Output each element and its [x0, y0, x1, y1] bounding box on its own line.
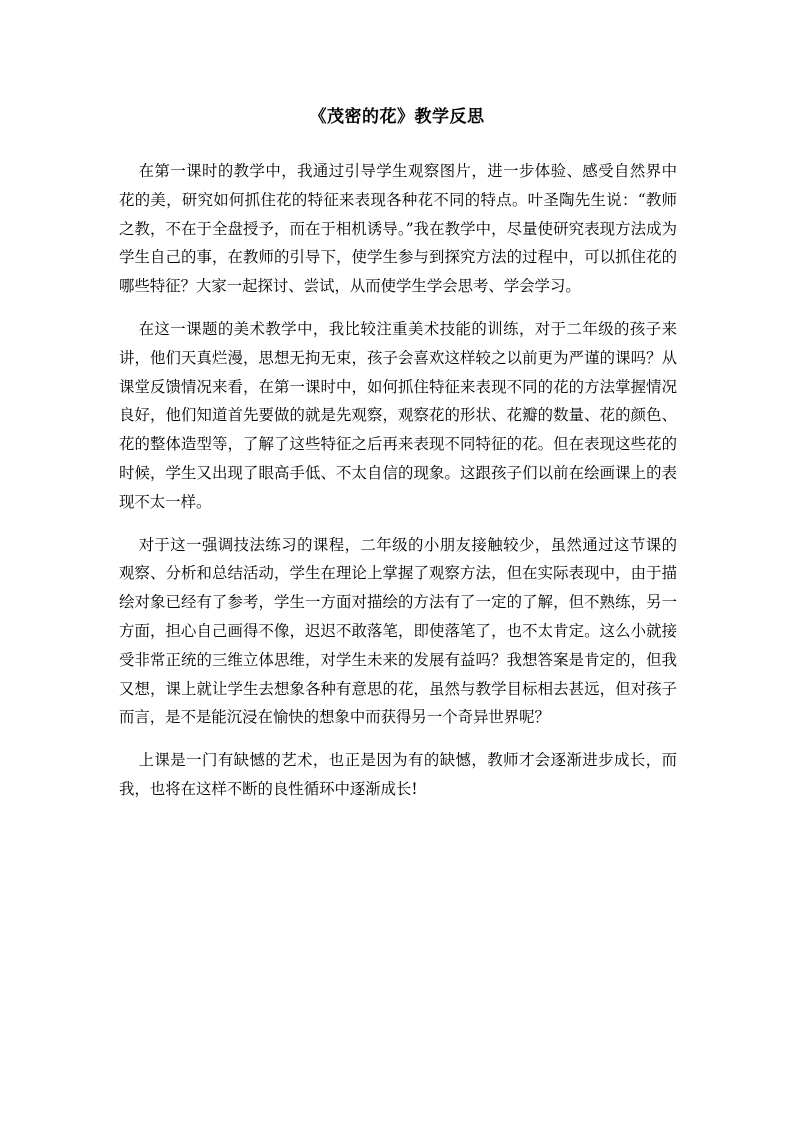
paragraph-2: 在这一课题的美术教学中，我比较注重美术技能的训练，对于二年级的孩子来讲，他们天真烂漫，思想无拘无束，孩子会喜欢这样较之以前更为严谨的课吗？从课堂反馈情况来看，在第一课时中，如何抓住特征来表现不同的花的方法掌握情况良好，他们知道首先要做的就是先观察，观察花的形状、花瓣的数量、花的颜色、花的整体造型等，了解了这些特征之后再来表现不同特征的花。但在表现这些花的时候，学生又出现了眼高手低、不太自信的现象。这跟孩子们以前在绘画课上的表现不太一样。 [119, 319, 677, 511]
document-body [119, 157, 677, 818]
paragraph-4: 上课是一门有缺憾的艺术，也正是因为有的缺憾，教师才会逐渐进步成长，而我，也将在这样不断的良性循环中逐渐成长! [119, 751, 677, 798]
paragraph-3: 对于这一强调技法练习的课程，二年级的小朋友接触较少，虽然通过这节课的观察、分析和总结活动，学生在理论上掌握了观察方法，但在实际表现中，由于描绘对象已经有了参考，学生一方面对描绘的方法有了一定的了解，但不熟练，另一方面，担心自己画得不像，迟迟不敢落笔，即使落笔了，也不太肯定。这么小就接受非常正统的三维立体思维，对学生未来的发展有益吗？我想答案是肯定的，但我又想，课上就让学生去想象各种有意思的花，虽然与教学目标相去甚远，但对孩子而言，是不是能沉浸在愉快的想象中而获得另一个奇异世界呢？ [119, 535, 677, 727]
paragraph-1: 在第一课时的教学中，我通过引导学生观察图片，进一步体验、感受自然界中花的美，研究如何抓住花的特征来表现各种花不同的特点。叶圣陶先生说：“教师之教，不在于全盘授予，而在于相机诱导。”我在教学中，尽量使研究表现方法成为学生自己的事，在教师的引导下，使学生参与到探究方法的过程中，可以抓住花的哪些特征？大家一起探讨、尝试，从而使学生学会思考、学会学习。 [119, 162, 677, 296]
document-title: 《茂密的花》教学反思 [309, 107, 485, 127]
